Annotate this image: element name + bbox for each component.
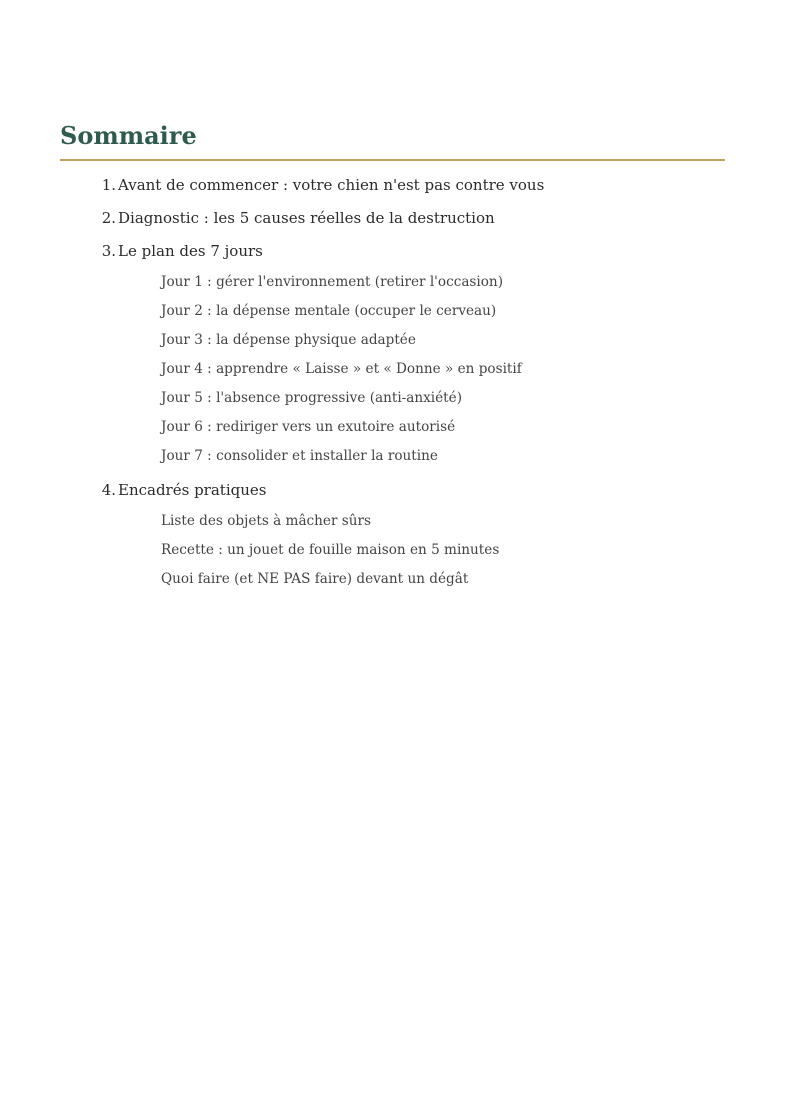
toc-entry-number: 2. [101,209,116,227]
toc-subentry-jour-4[interactable]: Jour 4 : apprendre « Laisse » et « Donne » en positif [161,361,522,377]
toc-entry-number: 1. [101,176,116,194]
toc-subentry-jour-1[interactable]: Jour 1 : gérer l'environnement (retirer l'occasion) [161,274,503,290]
toc-subentry-jour-5[interactable]: Jour 5 : l'absence progressive (anti-anxiété) [161,390,462,406]
toc-entry-2 [60,208,725,228]
toc-entry-number: 3. [101,242,116,260]
toc-subentry-quoi-faire[interactable]: Quoi faire (et NE PAS faire) devant un dégât [161,571,469,587]
toc-subentry-liste-objets[interactable]: Liste des objets à mâcher sûrs [161,513,371,529]
toc-entry-label: Diagnostic : les 5 causes réelles de la destruction [118,209,495,227]
toc-entry-label: Le plan des 7 jours [118,242,263,260]
toc-entry-line[interactable] [60,241,725,261]
toc-entry-line[interactable] [60,208,725,228]
toc-entry-number: 4. [101,481,116,499]
toc-entry-4 [60,480,725,589]
toc-entry-1 [60,175,725,195]
toc-entry-line[interactable] [60,480,725,500]
toc-entry-label: Avant de commencer : votre chien n'est pas contre vous [118,176,545,194]
toc-subentry-recette[interactable]: Recette : un jouet de fouille maison en 5 minutes [161,542,500,558]
toc-subentry-jour-6[interactable]: Jour 6 : rediriger vers un exutoire autorisé [161,419,456,435]
toc-subentry-jour-3[interactable]: Jour 3 : la dépense physique adaptée [161,332,416,348]
toc-subentry-jour-2[interactable]: Jour 2 : la dépense mentale (occuper le cerveau) [161,303,497,319]
table-of-contents [60,175,725,589]
toc-entry-label: Encadrés pratiques [118,481,267,499]
toc-subentries [60,272,725,466]
toc-entry-3 [60,241,725,466]
toc-entry-line[interactable] [60,175,725,195]
toc-subentries [60,511,725,589]
toc-subentry-jour-7[interactable]: Jour 7 : consolider et installer la routine [161,448,438,464]
toc-page [60,118,725,589]
page-title: Sommaire [60,118,725,161]
